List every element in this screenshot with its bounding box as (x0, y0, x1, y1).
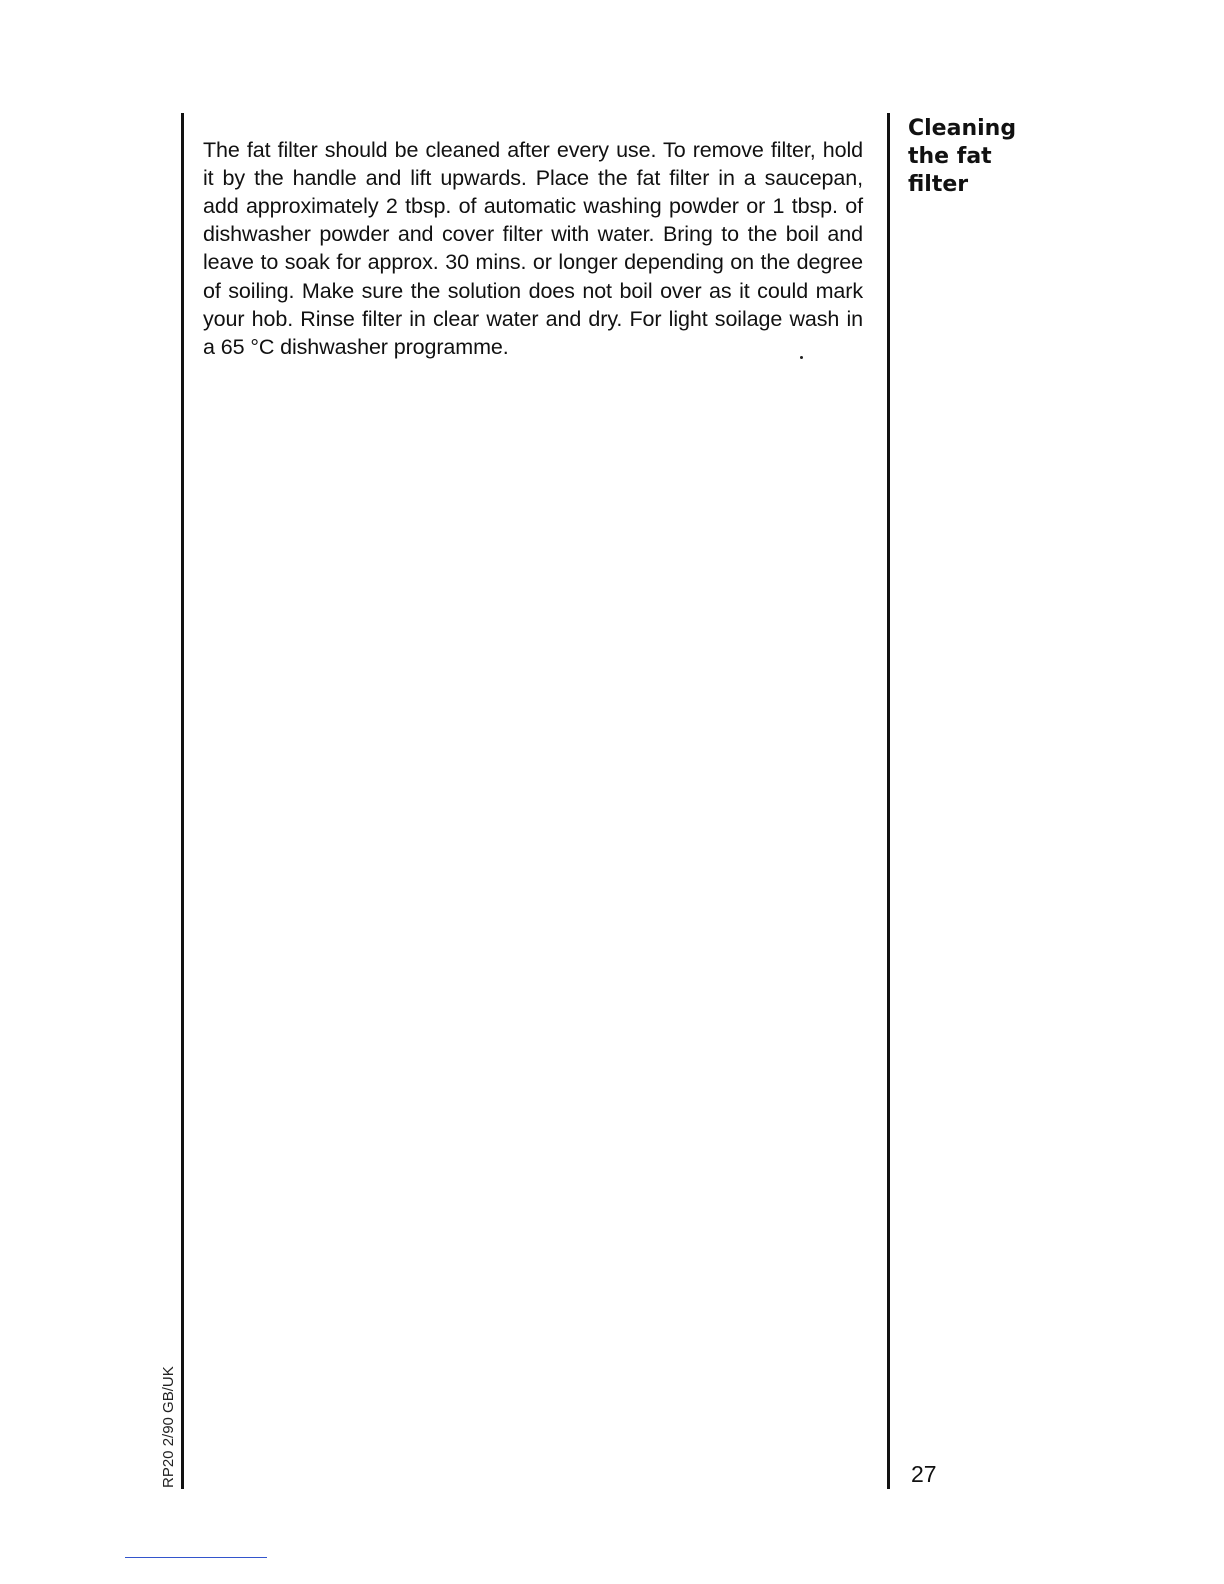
section-heading-line-1: Cleaning (908, 116, 1017, 141)
print-dot (800, 356, 803, 359)
instruction-paragraph: The fat filter should be cleaned after every use. To remove filter, hold it by the handle and lift upwards. Place the fat filter in a saucepan, add approximately 2 tbsp. of automatic washing powder or 1 tbsp. of dishwasher powder and cover filter with water. Bring to the boil and leave to soak for approx. 30 mins. or longer depending on the degree of soiling. Make sure the solution does not boil over as it could mark your hob. Rinse filter in clear water and dry. For light soilage wash in a 65 °C dishwasher programme. (203, 137, 863, 359)
section-heading (908, 115, 1108, 199)
section-heading-line-3: filter (908, 172, 969, 197)
section-heading-line-2: the fat (908, 144, 992, 169)
left-margin-rule (181, 113, 184, 1489)
underline-mark (125, 1557, 267, 1558)
document-code: RP20 2/90 GB/UK (160, 1366, 177, 1488)
page-number: 27 (911, 1461, 937, 1487)
right-margin-rule (887, 113, 890, 1489)
